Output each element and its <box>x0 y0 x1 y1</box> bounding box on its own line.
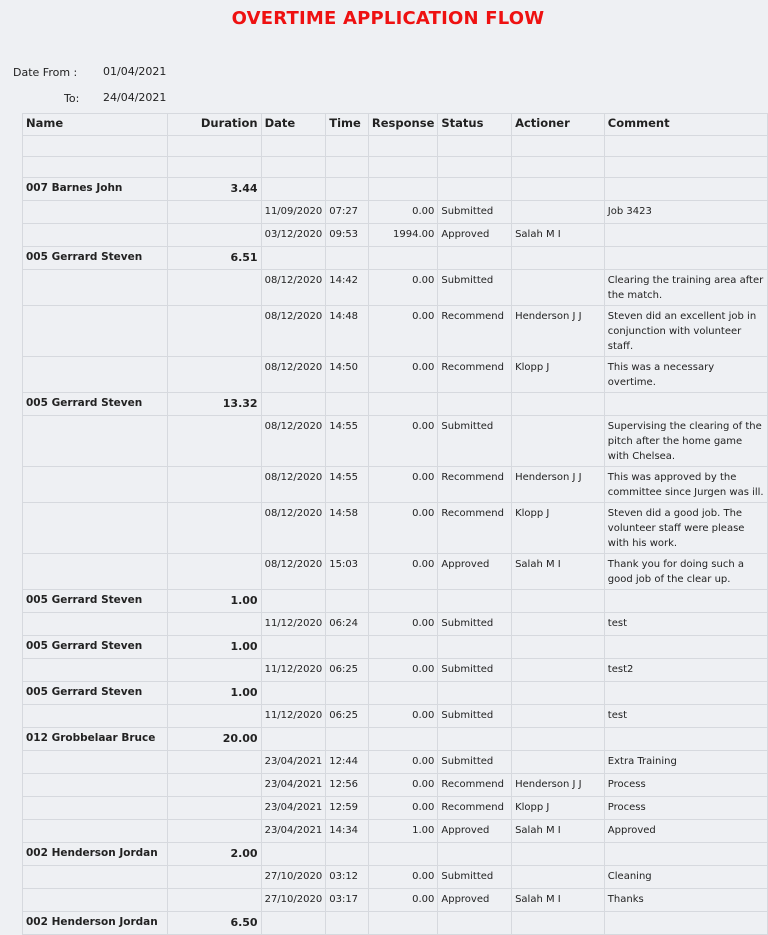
row-actioner <box>512 659 605 682</box>
row-actioner <box>512 201 605 224</box>
row-status: Recommend <box>438 503 512 554</box>
row-time: 14:48 <box>326 306 369 357</box>
col-response: Response <box>368 114 437 136</box>
row-actioner <box>512 866 605 889</box>
row-response: 0.00 <box>368 889 437 912</box>
row-time: 14:58 <box>326 503 369 554</box>
employee-name: 012 Grobbelaar Bruce <box>23 728 168 751</box>
col-time: Time <box>326 114 369 136</box>
row-response: 0.00 <box>368 751 437 774</box>
row-comment: test <box>604 613 767 636</box>
table-row <box>23 224 768 247</box>
row-actioner: Salah M I <box>512 889 605 912</box>
total-duration: 2.00 <box>167 843 261 866</box>
group-row <box>23 843 768 866</box>
row-comment: Steven did a good job. The volunteer staff were please with his work. <box>604 503 767 554</box>
table-row <box>23 797 768 820</box>
total-duration: 20.00 <box>167 728 261 751</box>
row-response: 0.00 <box>368 416 437 467</box>
total-duration: 1.00 <box>167 636 261 659</box>
row-comment: Steven did an excellent job in conjunction with volunteer staff. <box>604 306 767 357</box>
row-response: 0.00 <box>368 797 437 820</box>
row-response: 0.00 <box>368 774 437 797</box>
row-actioner: Klopp J <box>512 357 605 393</box>
date-from-value: 01/04/2021 <box>103 65 167 78</box>
row-status: Submitted <box>438 659 512 682</box>
spacer-row <box>23 157 768 178</box>
row-status: Approved <box>438 224 512 247</box>
table-row <box>23 357 768 393</box>
row-status: Submitted <box>438 270 512 306</box>
row-response: 0.00 <box>368 503 437 554</box>
row-date: 23/04/2021 <box>261 774 326 797</box>
row-time: 12:56 <box>326 774 369 797</box>
row-status: Recommend <box>438 357 512 393</box>
row-actioner: Henderson J J <box>512 774 605 797</box>
table-row <box>23 201 768 224</box>
row-comment: This was approved by the committee since Jurgen was ill. <box>604 467 767 503</box>
row-status: Approved <box>438 889 512 912</box>
row-comment: test <box>604 705 767 728</box>
row-response: 1.00 <box>368 820 437 843</box>
total-duration: 1.00 <box>167 682 261 705</box>
row-status: Submitted <box>438 416 512 467</box>
row-actioner <box>512 705 605 728</box>
row-comment: Thanks <box>604 889 767 912</box>
group-row <box>23 682 768 705</box>
row-response: 0.00 <box>368 659 437 682</box>
row-status: Recommend <box>438 774 512 797</box>
row-actioner <box>512 751 605 774</box>
table-row <box>23 416 768 467</box>
group-row <box>23 590 768 613</box>
row-comment: Clearing the training area after the match. <box>604 270 767 306</box>
row-time: 15:03 <box>326 554 369 590</box>
row-time: 06:24 <box>326 613 369 636</box>
row-status: Recommend <box>438 306 512 357</box>
table-row <box>23 820 768 843</box>
col-actioner: Actioner <box>512 114 605 136</box>
row-time: 14:55 <box>326 467 369 503</box>
group-row <box>23 912 768 935</box>
row-actioner: Salah M I <box>512 224 605 247</box>
col-date: Date <box>261 114 326 136</box>
row-date: 23/04/2021 <box>261 751 326 774</box>
col-duration: Duration <box>167 114 261 136</box>
table-row <box>23 705 768 728</box>
row-status: Submitted <box>438 866 512 889</box>
row-date: 08/12/2020 <box>261 306 326 357</box>
row-actioner <box>512 270 605 306</box>
row-response: 0.00 <box>368 467 437 503</box>
table-row <box>23 751 768 774</box>
row-response: 0.00 <box>368 866 437 889</box>
row-response: 0.00 <box>368 613 437 636</box>
table-row <box>23 554 768 590</box>
employee-name: 002 Henderson Jordan <box>23 912 168 935</box>
row-comment: Cleaning <box>604 866 767 889</box>
row-date: 08/12/2020 <box>261 416 326 467</box>
group-row <box>23 178 768 201</box>
row-response: 0.00 <box>368 270 437 306</box>
row-time: 14:50 <box>326 357 369 393</box>
table-row <box>23 503 768 554</box>
row-response: 0.00 <box>368 201 437 224</box>
table-header <box>23 114 768 136</box>
row-comment: This was a necessary overtime. <box>604 357 767 393</box>
table-row <box>23 613 768 636</box>
employee-name: 005 Gerrard Steven <box>23 247 168 270</box>
date-to-value: 24/04/2021 <box>103 91 167 104</box>
row-date: 11/09/2020 <box>261 201 326 224</box>
row-time: 06:25 <box>326 705 369 728</box>
table-row <box>23 866 768 889</box>
total-duration: 1.00 <box>167 590 261 613</box>
group-row <box>23 393 768 416</box>
row-time: 07:27 <box>326 201 369 224</box>
row-status: Submitted <box>438 751 512 774</box>
row-comment: Job 3423 <box>604 201 767 224</box>
employee-name: 005 Gerrard Steven <box>23 590 168 613</box>
blank-row <box>23 136 768 157</box>
row-comment: test2 <box>604 659 767 682</box>
row-response: 0.00 <box>368 357 437 393</box>
total-duration: 13.32 <box>167 393 261 416</box>
row-time: 06:25 <box>326 659 369 682</box>
col-name: Name <box>23 114 168 136</box>
employee-name: 005 Gerrard Steven <box>23 393 168 416</box>
row-date: 27/10/2020 <box>261 889 326 912</box>
col-comment: Comment <box>604 114 767 136</box>
row-date: 08/12/2020 <box>261 554 326 590</box>
row-actioner: Klopp J <box>512 797 605 820</box>
group-row <box>23 728 768 751</box>
date-to-label: To: <box>64 92 80 105</box>
row-status: Approved <box>438 554 512 590</box>
row-time: 03:12 <box>326 866 369 889</box>
row-status: Submitted <box>438 705 512 728</box>
row-date: 03/12/2020 <box>261 224 326 247</box>
row-comment: Supervising the clearing of the pitch after the home game with Chelsea. <box>604 416 767 467</box>
group-row <box>23 636 768 659</box>
row-response: 1994.00 <box>368 224 437 247</box>
row-time: 14:34 <box>326 820 369 843</box>
row-actioner <box>512 613 605 636</box>
row-date: 23/04/2021 <box>261 797 326 820</box>
overtime-table <box>22 113 768 935</box>
row-time: 14:55 <box>326 416 369 467</box>
row-status: Submitted <box>438 613 512 636</box>
row-time: 03:17 <box>326 889 369 912</box>
row-date: 11/12/2020 <box>261 659 326 682</box>
employee-name: 002 Henderson Jordan <box>23 843 168 866</box>
row-comment <box>604 224 767 247</box>
total-duration: 6.51 <box>167 247 261 270</box>
col-status: Status <box>438 114 512 136</box>
table-row <box>23 774 768 797</box>
row-actioner: Henderson J J <box>512 467 605 503</box>
row-time: 12:59 <box>326 797 369 820</box>
row-date: 23/04/2021 <box>261 820 326 843</box>
row-date: 08/12/2020 <box>261 467 326 503</box>
row-status: Recommend <box>438 797 512 820</box>
total-duration: 6.50 <box>167 912 261 935</box>
row-response: 0.00 <box>368 306 437 357</box>
row-date: 08/12/2020 <box>261 357 326 393</box>
table-row <box>23 659 768 682</box>
table-row <box>23 467 768 503</box>
row-comment: Extra Training <box>604 751 767 774</box>
table-row <box>23 889 768 912</box>
row-time: 14:42 <box>326 270 369 306</box>
row-response: 0.00 <box>368 705 437 728</box>
report-title: OVERTIME APPLICATION FLOW <box>231 8 545 29</box>
row-actioner: Henderson J J <box>512 306 605 357</box>
row-status: Submitted <box>438 201 512 224</box>
row-date: 08/12/2020 <box>261 270 326 306</box>
date-from-label: Date From : <box>13 66 78 79</box>
row-actioner <box>512 416 605 467</box>
table-row <box>23 306 768 357</box>
group-row <box>23 247 768 270</box>
row-date: 08/12/2020 <box>261 503 326 554</box>
row-actioner: Klopp J <box>512 503 605 554</box>
row-comment: Process <box>604 797 767 820</box>
employee-name: 005 Gerrard Steven <box>23 636 168 659</box>
employee-name: 005 Gerrard Steven <box>23 682 168 705</box>
row-actioner: Salah M I <box>512 820 605 843</box>
row-comment: Approved <box>604 820 767 843</box>
row-date: 11/12/2020 <box>261 613 326 636</box>
row-date: 11/12/2020 <box>261 705 326 728</box>
row-time: 12:44 <box>326 751 369 774</box>
row-comment: Thank you for doing such a good job of the clear up. <box>604 554 767 590</box>
row-status: Approved <box>438 820 512 843</box>
row-date: 27/10/2020 <box>261 866 326 889</box>
table-row <box>23 270 768 306</box>
row-comment: Process <box>604 774 767 797</box>
row-time: 09:53 <box>326 224 369 247</box>
employee-name: 007 Barnes John <box>23 178 168 201</box>
row-status: Recommend <box>438 467 512 503</box>
row-actioner: Salah M I <box>512 554 605 590</box>
row-response: 0.00 <box>368 554 437 590</box>
total-duration: 3.44 <box>167 178 261 201</box>
